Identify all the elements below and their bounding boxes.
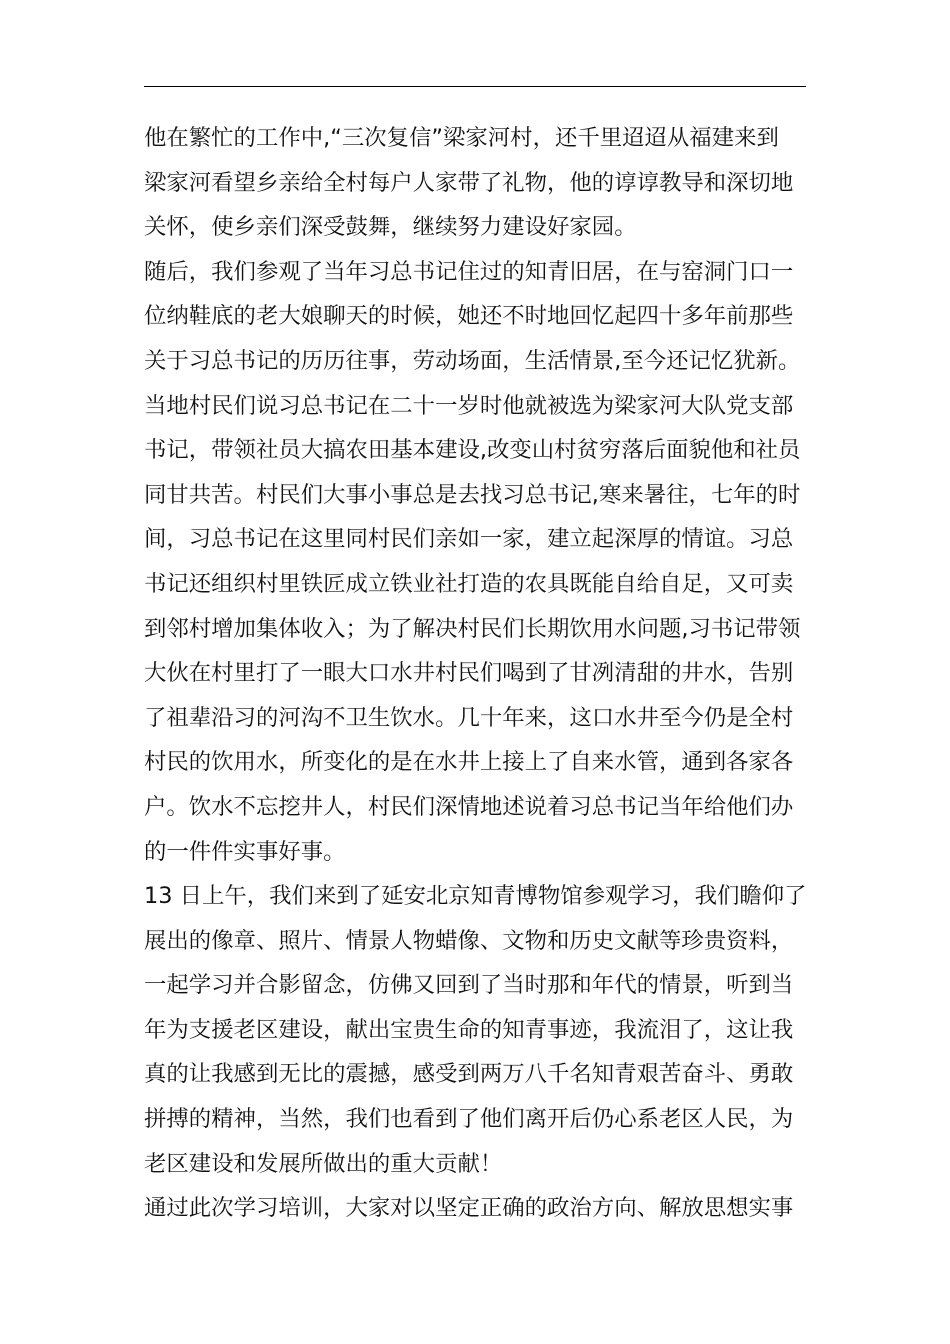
text-line: 户。饮水不忘挖井人，村民们深情地述说着习总书记当年给他们办 [144,793,794,820]
text-line: 老区建设和发展所做出的重大贡献！ [144,1150,503,1177]
text-line: 他在繁忙的工作中,“三次复信”梁家河村，还千里迢迢从福建来到 [144,125,779,151]
text-line: 当地村民们说习总书记在二十一岁时他就被选为梁家河大队党支部 [144,392,794,419]
paragraph [144,1186,808,1231]
text-line: 展出的像章、照片、情景人物蜡像、文物和历史文献等珍贵资料， [144,927,794,954]
text-line: 关于习总书记的历历往事，劳动场面，生活情景,至今还记忆犹新。 [144,347,801,374]
document-body [144,116,808,1231]
paragraph [144,250,808,384]
text-line: 的一件件实事好事。 [144,838,346,865]
text-line: 位纳鞋底的老大娘聊天的时候，她还不时地回忆起四十多年前那些 [144,303,794,330]
text-line: 书记，带领社员大搞农田基本建设,改变山村贫穷落后面貌他和社员 [144,437,801,464]
text-line: 真的让我感到无比的震撼，感受到两万八千名知青艰苦奋斗、勇敢 [144,1061,794,1088]
text-line: 到邻村增加集体收入；为了解决村民们长期饮用水问题,习书记带领 [144,615,801,642]
text-line: 通过此次学习培训，大家对以坚定正确的政治方向、解放思想实事 [144,1195,794,1222]
text-line: 年为支援老区建设，献出宝贵生命的知青事迹，我流泪了，这让我 [144,1016,794,1043]
text-line: 随后，我们参观了当年习总书记住过的知青旧居，在与窑洞门口一 [144,258,794,285]
text-line: 梁家河看望乡亲给全村每户人家带了礼物，他的谆谆教导和深切地 [144,169,794,196]
text-line: 了祖辈沿习的河沟不卫生饮水。几十年来，这口水井至今仍是全村 [144,704,794,731]
text-line: 大伙在村里打了一眼大口水井村民们喝到了甘冽清甜的井水，告别 [144,660,794,687]
paragraph [144,384,808,875]
text-line: 关怀，使乡亲们深受鼓舞，继续努力建设好家园。 [144,214,637,241]
text-line: 13 日上午，我们来到了延安北京知青博物馆参观学习，我们瞻仰了 [144,883,807,910]
paragraph [144,116,808,250]
text-line: 拼搏的精神，当然，我们也看到了他们离开后仍心系老区人民，为 [144,1106,794,1133]
header-rule [144,86,806,87]
text-line: 间，习总书记在这里同村民们亲如一家，建立起深厚的情谊。习总 [144,526,794,553]
text-line: 一起学习并合影留念，仿佛又回到了当时那和年代的情景，听到当 [144,972,794,999]
text-line: 书记还组织村里铁匠成立铁业社打造的农具既能自给自足，又可卖 [144,570,794,597]
text-line: 同甘共苦。村民们大事小事总是去找习总书记,寒来暑往，七年的时 [144,481,801,508]
paragraph [144,874,808,1186]
text-line: 村民的饮用水，所变化的是在水井上接上了自来水管，通到各家各 [144,749,794,776]
